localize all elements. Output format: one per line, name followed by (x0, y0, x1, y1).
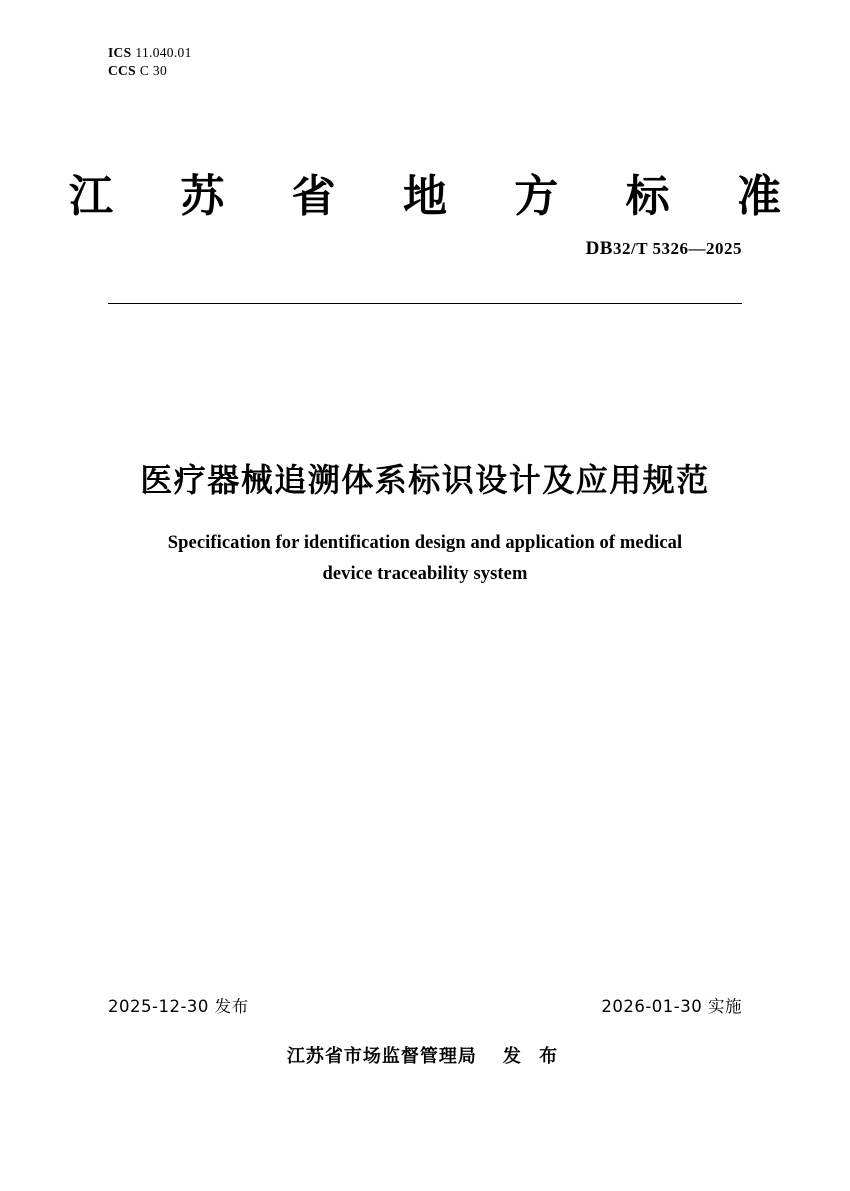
issuing-authority-name: 江苏省市场监督管理局 (286, 1046, 477, 1067)
issuing-authority-verb: 发 布 (502, 1046, 564, 1067)
ccs-value: C 30 (139, 63, 168, 79)
document-title-chinese: 医疗器械追溯体系标识设计及应用规范 (140, 461, 710, 499)
ics-code-line (108, 44, 192, 62)
header-divider (108, 303, 742, 304)
ccs-label: CCS (108, 63, 136, 79)
standard-number (586, 238, 742, 260)
standard-number-value: 32/T 5326—2025 (612, 239, 742, 258)
ics-label: ICS (108, 45, 132, 60)
document-title-english-line2: device traceability system (322, 563, 528, 584)
ics-value: 11.040.01 (135, 45, 192, 60)
document-title-english (0, 528, 850, 589)
standard-header-title: 江 苏 省 地 方 标 准 (69, 171, 807, 222)
ccs-code-line (108, 62, 192, 80)
document-title-english-line1: Specification for identification design and application of medical (167, 533, 683, 553)
implementation-date: 2026-01-30 实施 (601, 997, 742, 1016)
release-date: 2025-12-30 发布 (108, 997, 249, 1016)
classification-codes (108, 44, 192, 80)
issuing-authority (0, 1042, 850, 1068)
standard-number-prefix: DB (585, 238, 613, 259)
